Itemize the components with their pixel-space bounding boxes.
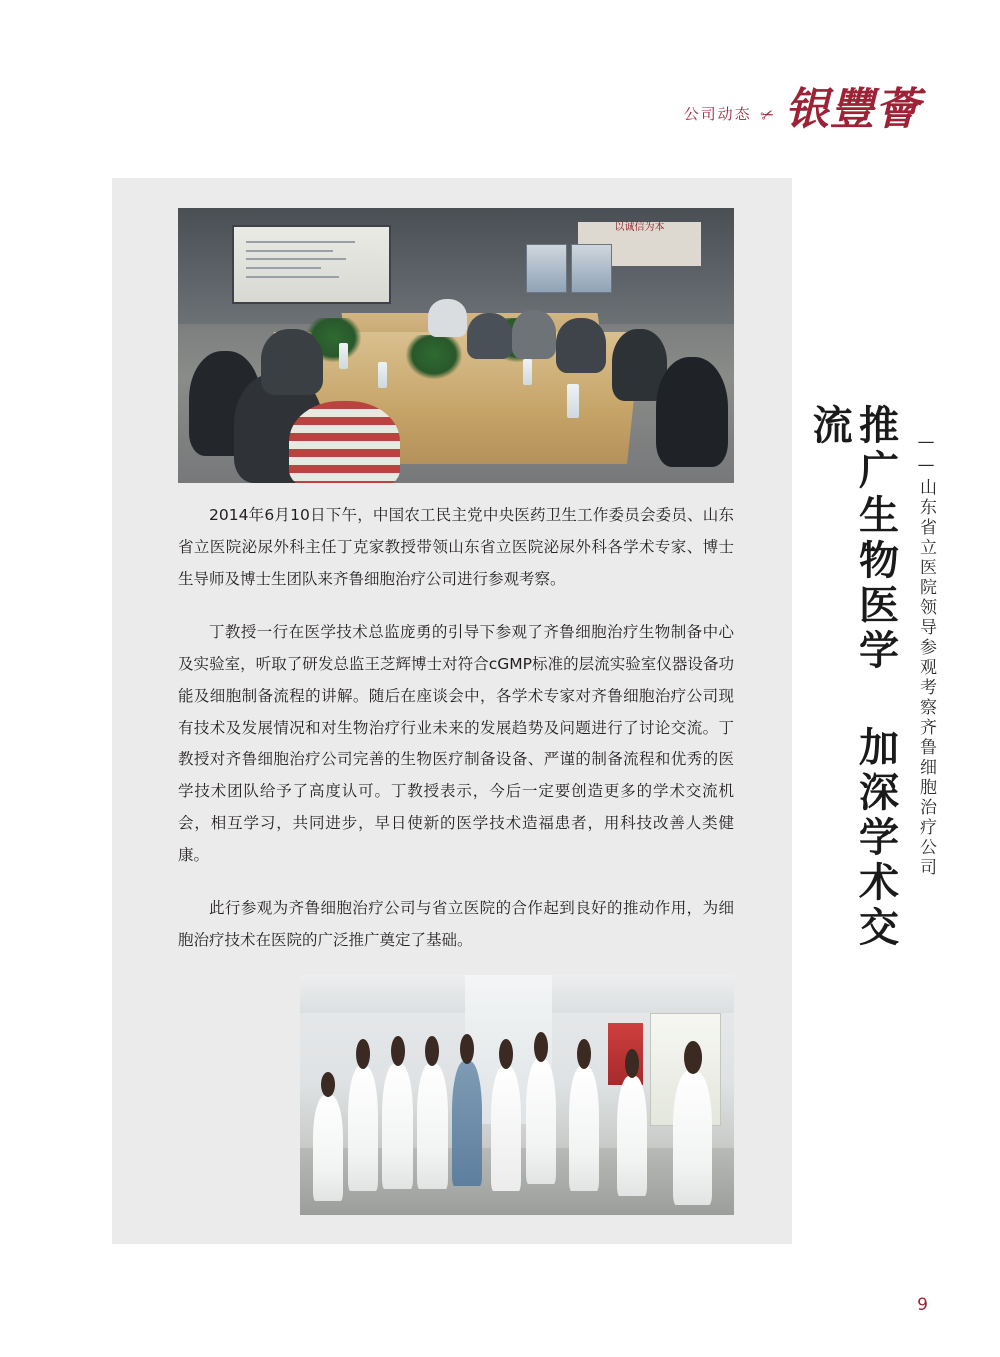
person-1 bbox=[313, 1095, 343, 1201]
page-title: 推广生物医学 加深学术交流 bbox=[806, 404, 900, 951]
meeting-photo-scene bbox=[178, 208, 734, 483]
bottle-3 bbox=[523, 359, 532, 385]
person-7 bbox=[526, 1059, 556, 1184]
bottle-2 bbox=[378, 362, 387, 388]
article-paragraph-2: 丁教授一行在医学技术总监庞勇的引导下参观了齐鲁细胞治疗生物制备中心及实验室，听取了研发总监王芝辉博士对符合cGMP标准的层流实验室仪器设备功能及细胞制备流程的讲解。随后在座谈会中，各学术专家对齐鲁细胞治疗公司现有技术及发展情况和对生物治疗行业未来的发展趋势及问题进行了讨论交流。丁教授对齐鲁细胞治疗公司完善的生物医疗制备设备、严谨的制备流程和优秀的医学技术团队给予了高度认可。丁教授表示，今后一定要创造更多的学术交流机会，相互学习，共同进步，早日使新的医学技术造福患者，用科技改善人类健康。 bbox=[178, 623, 734, 864]
article-body bbox=[178, 500, 734, 979]
head-10 bbox=[684, 1041, 702, 1073]
brand-logo: 银豐薈 bbox=[785, 84, 920, 135]
page-subtitle: ——山东省立医院领导参观考察齐鲁细胞治疗公司 bbox=[916, 432, 936, 878]
person-6 bbox=[491, 1066, 521, 1191]
article-paragraph-1: 2014年6月10日下午，中国农工民主党中央医药卫生工作委员会委员、山东省立医院泌尿外科主任丁克家教授带领山东省立医院泌尿外科各学术专家、博士生导师及博士生团队来齐鲁细胞治疗公司进行参观考察。 bbox=[178, 506, 734, 588]
attendee-6 bbox=[512, 310, 556, 360]
attendee-7 bbox=[556, 318, 606, 373]
speaker bbox=[428, 299, 467, 338]
wall-poster-2 bbox=[571, 244, 612, 293]
bottle-1 bbox=[339, 343, 348, 369]
head-2 bbox=[356, 1039, 370, 1069]
person-9 bbox=[617, 1076, 647, 1196]
article-paragraph-3: 此行参观为齐鲁细胞治疗公司与省立医院的合作起到良好的推动作用，为细胞治疗技术在医院的广泛推广奠定了基础。 bbox=[178, 899, 734, 950]
head-7 bbox=[534, 1032, 548, 1062]
person-3 bbox=[382, 1064, 412, 1189]
page-number: 9 bbox=[917, 1295, 928, 1315]
page-header bbox=[683, 84, 920, 135]
bottle-4 bbox=[567, 384, 579, 418]
projection-screen bbox=[234, 227, 390, 301]
wall-poster-1 bbox=[526, 244, 567, 293]
attendee-5 bbox=[467, 313, 511, 360]
person-8 bbox=[569, 1066, 599, 1191]
section-label: 公司动态 bbox=[683, 105, 752, 123]
head-4 bbox=[425, 1036, 439, 1066]
person-10 bbox=[673, 1071, 712, 1205]
head-1 bbox=[321, 1072, 335, 1097]
person-4 bbox=[417, 1064, 447, 1189]
attendee-9 bbox=[656, 357, 728, 467]
person-2 bbox=[348, 1066, 378, 1191]
attendee-4 bbox=[261, 329, 322, 395]
head-3 bbox=[391, 1036, 405, 1066]
clinic-photo bbox=[300, 975, 734, 1215]
head-5 bbox=[460, 1034, 474, 1064]
person-5 bbox=[452, 1061, 482, 1186]
meeting-photo bbox=[178, 208, 734, 483]
wall-banner: 以诚信为本 bbox=[578, 222, 700, 266]
head-6 bbox=[499, 1039, 513, 1069]
scissors-icon: ✂ bbox=[757, 103, 777, 126]
vertical-title-block bbox=[806, 404, 938, 964]
attendee-3 bbox=[289, 401, 400, 484]
clinic-photo-scene bbox=[300, 975, 734, 1215]
head-9 bbox=[625, 1049, 639, 1078]
plant-2 bbox=[406, 335, 462, 379]
head-8 bbox=[577, 1039, 591, 1069]
